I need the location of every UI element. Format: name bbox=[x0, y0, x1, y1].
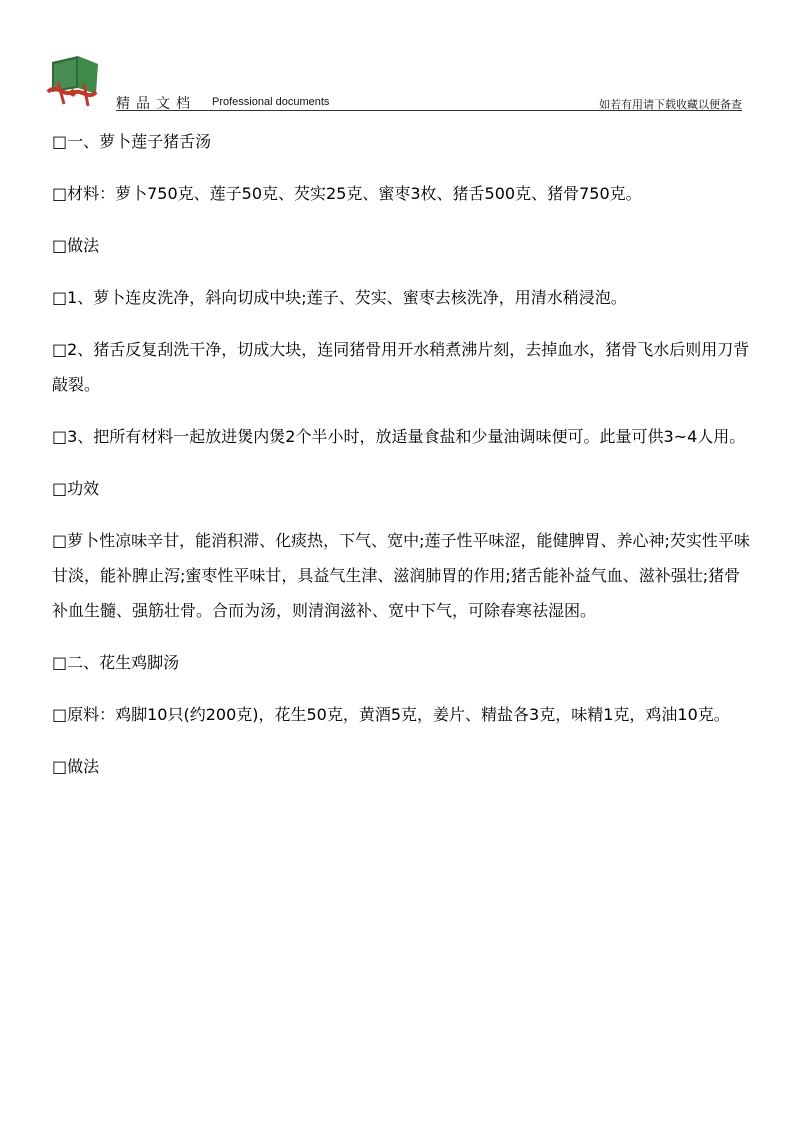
header-right-note: 如若有用请下载收藏以便备查 bbox=[599, 98, 742, 111]
header-divider bbox=[116, 110, 742, 111]
page-header bbox=[0, 0, 794, 115]
logo-book-icon bbox=[44, 52, 102, 108]
method-heading-2: □做法 bbox=[52, 757, 100, 776]
ingredients-paragraph-1: □材料：萝卜750克、莲子50克、芡实25克、蜜枣3枚、猪舌500克、猪骨750克。 bbox=[52, 184, 642, 203]
header-subtitle: Professional documents bbox=[212, 96, 330, 108]
section-heading-2: □二、花生鸡脚汤 bbox=[52, 653, 180, 672]
document-body bbox=[52, 124, 752, 801]
method-step-2: □2、猪舌反复刮洗干净，切成大块，连同猪骨用开水稍煮沸片刻，去掉血水，猪骨飞水后则用刀背敲裂。 bbox=[52, 340, 750, 394]
ingredients-paragraph-2: □原料：鸡脚10只(约200克)，花生50克，黄酒5克，姜片、精盐各3克，味精1克，鸡油10克。 bbox=[52, 705, 730, 724]
method-step-1: □1、萝卜连皮洗净，斜向切成中块;莲子、芡实、蜜枣去核洗净，用清水稍浸泡。 bbox=[52, 288, 627, 307]
section-heading-1: □一、萝卜莲子猪舌汤 bbox=[52, 132, 212, 151]
effects-paragraph: □萝卜性凉味辛甘，能消积滞、化痰热，下气、宽中;莲子性平味涩，能健脾胃、养心神;芡实性平味甘淡，能补脾止泻;蜜枣性平味甘，具益气生津、滋润肺胃的作用;猪舌能补益气血、滋补强壮;猪骨补血生髓、强筋壮骨。合而为汤，则清润滋补、宽中下气，可除春寒祛湿困。 bbox=[52, 531, 750, 620]
method-step-3: □3、把所有材料一起放进煲内煲2个半小时，放适量食盐和少量油调味便可。此量可供3~4人用。 bbox=[52, 427, 746, 446]
effects-heading: □功效 bbox=[52, 479, 100, 498]
header-title: 精品文档 bbox=[116, 96, 196, 112]
method-heading-1: □做法 bbox=[52, 236, 100, 255]
